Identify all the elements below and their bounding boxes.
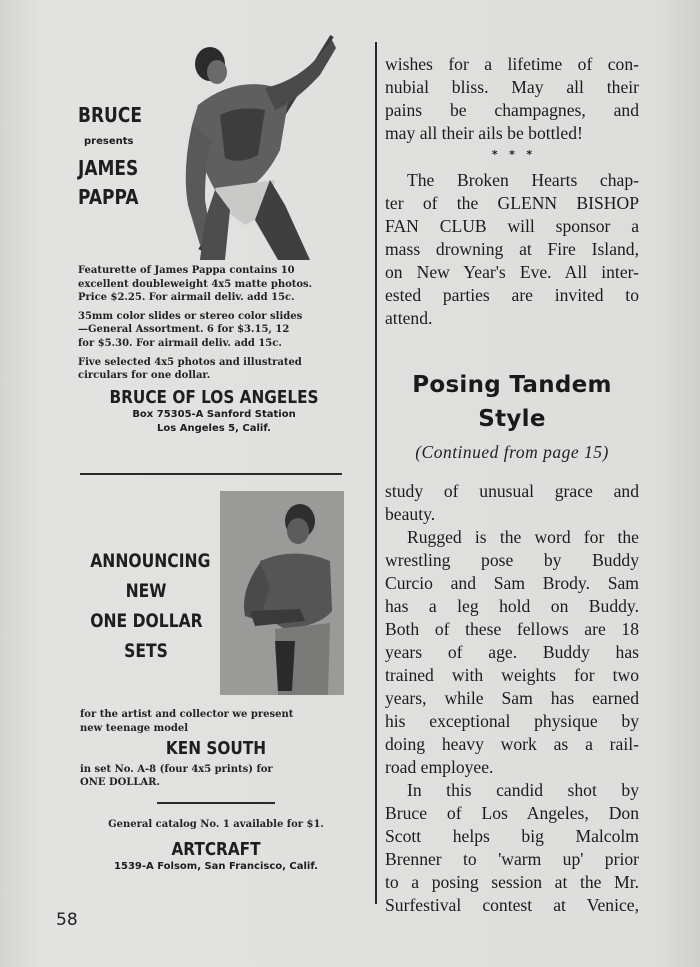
ad-catalog: General catalog No. 1 available for $1. (108, 819, 324, 831)
article-headline-line-2: Style (478, 406, 546, 432)
text-line: Brenner to 'warm up' prior (385, 849, 639, 869)
model-photo (220, 491, 344, 695)
text-line: Bruce of Los Angeles, Don (385, 803, 639, 823)
text-line: FAN CLUB will sponsor a (385, 216, 639, 236)
article-headline (385, 368, 639, 436)
text-line: pains be champagnes, and (385, 100, 639, 120)
ad-model-name: KEN SOUTH (165, 738, 267, 760)
text-line: Scott helps big Malcolm (385, 826, 639, 846)
ad-address-line-1: Box 75305-A Sanford Station (132, 409, 296, 421)
ad-slides-text (78, 310, 350, 351)
text-line: may all their ails be bottled! (385, 123, 583, 143)
text-line: wrestling pose by Buddy (385, 550, 639, 570)
text-line: In this candid shot by (407, 780, 639, 800)
text-line: Both of these fellows are 18 (385, 619, 639, 639)
text-line: mass drowning at Fire Island, (385, 239, 639, 259)
text-line: to a posing session at the Mr. (385, 872, 639, 892)
ad-company-name: BRUCE OF LOS ANGELES (109, 386, 319, 408)
ad-one-dollar: ONE DOLLAR (90, 610, 203, 632)
ad-text-line: 35mm color slides or stereo color slides (78, 310, 303, 322)
text-line: Curcio and Sam Brody. Sam (385, 573, 639, 593)
ad-text-line: Featurette of James Pappa contains 10 (78, 265, 295, 276)
paragraph-study (385, 480, 639, 526)
athlete-with-spear-photo (170, 30, 345, 260)
article-column (385, 53, 639, 917)
ad-text-line: Price $2.25. For airmail deliv. add 15c. (78, 292, 295, 304)
paragraph-fan-club (385, 169, 639, 330)
text-line: beauty. (385, 504, 436, 524)
ad-text-line: —General Assortment. 6 for $3.15, 12 (78, 324, 290, 336)
text-line: on New Year's Eve. All inter- (385, 262, 639, 282)
paragraph-rugged (385, 526, 639, 779)
ad-model-first-name: JAMES (78, 156, 139, 180)
ad-intro (80, 708, 352, 735)
ad-offer (80, 763, 352, 790)
text-line: years of age. Buddy has (385, 642, 639, 662)
ad-text-line: for the artist and collector we present (80, 709, 294, 720)
ad2-body-stack (80, 708, 352, 874)
ad-text-line: in set No. A-8 (four 4x5 prints) for (80, 763, 273, 775)
text-line: Rugged is the word for the (407, 527, 639, 547)
ad-brand-bruce: BRUCE (78, 103, 142, 127)
text-line: road employee. (385, 757, 494, 777)
text-line: Surfestival contest at Venice, (385, 895, 639, 915)
ad-text-line: new teenage model (80, 722, 189, 734)
text-line: has a leg hold on Buddy. (385, 596, 639, 616)
athlete-figure-icon (170, 30, 345, 260)
article-headline-line-1: Posing Tandem (412, 372, 612, 398)
column-divider (375, 42, 377, 904)
page-number: 58 (56, 910, 78, 930)
ad-sets: SETS (124, 640, 168, 662)
ad-short-divider (157, 802, 275, 804)
text-line: study of unusual grace and (385, 481, 639, 501)
text-line: trained with weights for two (385, 665, 639, 685)
ad-artcraft-address: 1539-A Folsom, San Francisco, Calif. (114, 861, 318, 873)
ad-text-line: ONE DOLLAR. (80, 777, 160, 789)
ad-announcing: ANNOUNCING (90, 550, 211, 572)
ad-description (78, 264, 350, 305)
ad-text-line: Five selected 4x5 photos and illustrated (78, 356, 302, 368)
ad1-title-stack (78, 104, 168, 209)
ad-presents: presents (84, 136, 134, 147)
ad-company-artcraft: ARTCRAFT (171, 838, 261, 860)
text-line: ter of the GLENN BISHOP (385, 193, 639, 213)
paragraph-wishes (385, 53, 639, 145)
ad-new: NEW (125, 580, 167, 602)
model-figure-icon (220, 491, 344, 695)
text-line: doing heavy work as a rail- (385, 734, 639, 754)
text-line: The Broken Hearts chap- (407, 170, 639, 190)
ad-photos-text (78, 356, 350, 383)
ad2-title-stack (78, 546, 214, 666)
spacer (78, 127, 168, 135)
ad-text-line: excellent doubleweight 4x5 matte photos. (78, 278, 313, 290)
text-line: wishes for a lifetime of con- (385, 54, 639, 74)
paragraph-candid-shot (385, 779, 639, 917)
ad-text-line: for $5.30. For airmail deliv. add 15c. (78, 337, 282, 349)
ad1-body-stack (78, 264, 350, 436)
ad-text-line: circulars for one dollar. (78, 370, 211, 382)
text-line: nubial bliss. May all their (385, 77, 639, 97)
text-line: his exceptional physique by (385, 711, 639, 731)
ad-model-last-name: PAPPA (78, 185, 139, 209)
text-line: attend. (385, 308, 433, 328)
text-line: years, while Sam has earned (385, 688, 639, 708)
ad-divider (80, 473, 342, 475)
ad-address-line-2: Los Angeles 5, Calif. (157, 423, 271, 435)
continued-note: (Continued from page 15) (415, 442, 609, 462)
text-line: ested parties are invited to (385, 285, 639, 305)
section-separator: * * * (491, 148, 533, 161)
